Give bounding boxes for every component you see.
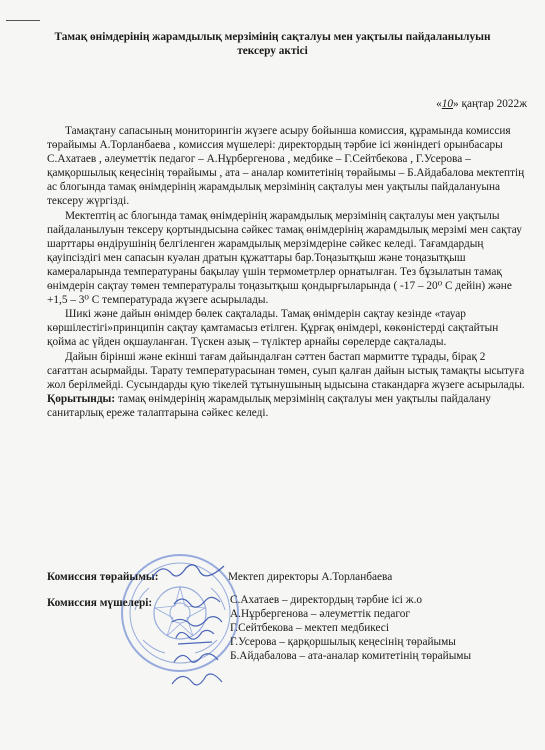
chair-name-row <box>228 570 392 584</box>
member-2: А.Нұрбергенова – әлеуметтік педагог <box>230 608 411 621</box>
members-label: Комиссия мүшелері: <box>47 597 153 609</box>
chair-name: Мектеп директоры А.Торланбаева <box>228 571 393 583</box>
member-4: Г.Усерова – қарқоршылық кеңесінің төрайымы <box>230 636 456 649</box>
date-open-quote: « <box>436 98 442 110</box>
chair-row <box>47 570 158 584</box>
member-5: Б.Айдабалова – ата-аналар комитетінің төрайымы <box>230 650 472 663</box>
members-list <box>230 593 471 663</box>
members-row <box>47 596 152 610</box>
member-3: Г.Сейтбекова – мектеп медбикесі <box>230 622 389 635</box>
paragraph-1: Тамақтану сапасының мониторингін жүзеге асыру бойынша комиссия, құрамында комиссия төрайымы А.Торланбаева , комиссия мүшелері: директордың тәрбие ісі жөніндегі орынбасары С.Ахатаев , әлеуметтік педагог – А.Нұрбергенова , медбике – Г.Сейтбекова , Г.Усерова – қамқоршылық кеңесінің төрайымы , ата – аналар комитетінің төрайымы – Б.Айдабалова мектептің ас блогында тамақ өнімдерінің жарамдылық мерзімінің сақталуы мен уақтылы пайдалануына тексеру жүргізді. <box>47 125 525 208</box>
paragraph-3: Шикі және дайын өнімдер бөлек сақталады. Тамақ өнімдерін сақтау кезінде «тауар көршілестігі»принципін сақтау қамтамасыз етілген. Құрғақ өнімдері, көкөністерді сақтайтын қойма ас үйден оқшауланған. Түскен азық – түліктер арнайы сөрелерде сақталады. <box>47 308 499 349</box>
document-body <box>47 124 527 420</box>
member-signatures <box>168 592 228 702</box>
date-rest: » қаңтар 2022ж <box>453 98 527 110</box>
date-day: 10 <box>441 98 454 110</box>
conclusion-text: тамақ өнімдерінің жарамдылық мерзімінің сақталуы мен уақтылы пайдалану санитарлық ереже талаптарына сәйкес келеді. <box>47 392 491 419</box>
paragraph-2: Мектептің ас блогында тамақ өнімдерінің жарамдылық мерзімінің сақталуы мен уақтылы пайдаланылуын тексеру қортындысына сәйкес тамақ өнімдерінің жарамдылық мерзімі мен сақтау шарттары өндірушінің белгіленген жарамдылық мерзімдеріне сәйкес келеді. Тағамдардың қауіпсіздігі мен сапасын куәлан дратын құжаттары бар.Тоңазытқыш және тоңазытқыш камераларында температураны бақылау үшін термометрлер орнатылған. Тез бұзылатын тамақ өнімдерін сақтау төмен температуралы тоңазытқыш қондырғыларында ( -17 – 20⁰ С дейін) және +1,5 – 3⁰ С температурада жүзеге асырылады. <box>47 209 522 307</box>
member-1: С.Ахатаев – директордың тәрбие ісі ж.о <box>230 594 423 606</box>
chair-signature <box>150 560 230 584</box>
paragraph-4: Дайын бірінші және екінші тағам дайындалған сәттен бастап мармитте тұрады, бірақ 2 сағаттан асырмайды. Тарату температурасынан төмен, суып қалған дайын ыстық тамақты ысытуға жол берілмейді. Сусындарды қую тікелей тұтынушының ыдысына стакандарға жүзеге асырылады. <box>47 350 525 391</box>
conclusion <box>47 392 527 420</box>
conclusion-label: Қорытынды: <box>47 392 116 405</box>
document-date <box>436 98 527 110</box>
chair-label: Комиссия төрайымы: <box>47 571 159 583</box>
top-rule <box>6 20 40 21</box>
document-title: Тамақ өнімдерінің жарамдылық мерзімінің сақталуы мен уақтылы пайдаланылуын тексеру актісі <box>54 31 491 57</box>
